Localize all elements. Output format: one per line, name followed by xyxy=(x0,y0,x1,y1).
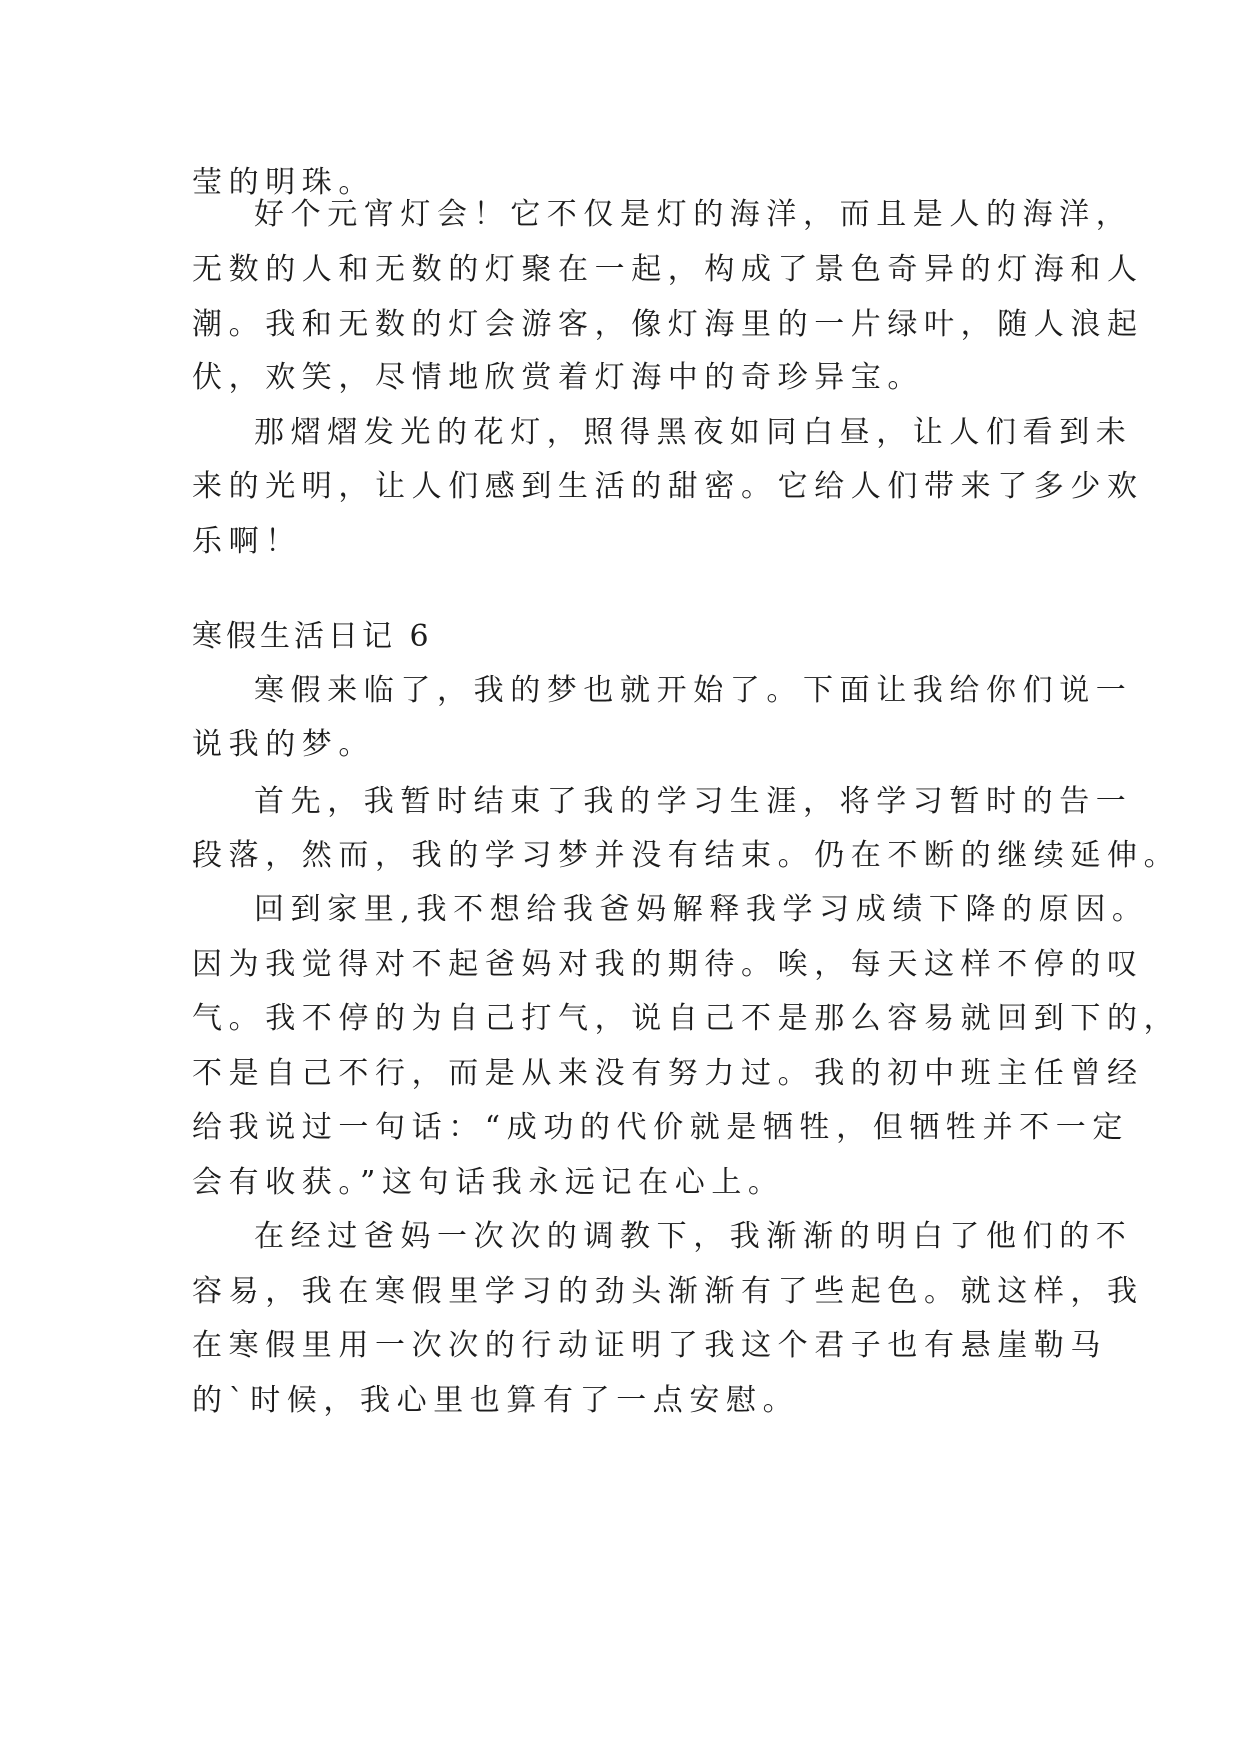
paragraph-line: 那熠熠发光的花灯，照得黑夜如同白昼，让人们看到未 xyxy=(254,415,1133,450)
paragraph-line: 在寒假里用一次次的行动证明了我这个君子也有悬崖勒马 xyxy=(192,1328,1107,1363)
paragraph-line: 首先，我暂时结束了我的学习生涯，将学习暂时的告一 xyxy=(254,784,1133,819)
paragraph-line: 气。我不停的为自己打气，说自己不是那么容易就回到下的， xyxy=(192,1001,1181,1036)
paragraph-line: 回到家里,我不想给我爸妈解释我学习成绩下降的原因。 xyxy=(254,892,1149,927)
paragraph-line: 来的光明，让人们感到生活的甜密。它给人们带来了多少欢 xyxy=(192,469,1144,504)
paragraph-line: 伏，欢笑，尽情地欣赏着灯海中的奇珍异宝。 xyxy=(192,360,924,395)
paragraph-line: 给我说过一句话：“成功的代价就是牺牲，但牺牲并不一定 xyxy=(192,1110,1129,1145)
paragraph-line: 段落，然而，我的学习梦并没有结束。仍在不断的继续延伸。 xyxy=(192,838,1181,873)
section-title: 寒假生活日记 6 xyxy=(192,619,433,654)
paragraph-line: 会有收获。”这句话我永远记在心上。 xyxy=(192,1165,785,1200)
paragraph-line: 说我的梦。 xyxy=(192,727,375,762)
paragraph-line: 乐啊！ xyxy=(192,524,302,559)
paragraph-line: 寒假来临了，我的梦也就开始了。下面让我给你们说一 xyxy=(254,673,1133,708)
paragraph-line: 的`时候，我心里也算有了一点安慰。 xyxy=(192,1383,800,1418)
paragraph-line: 因为我觉得对不起爸妈对我的期待。唉，每天这样不停的叹 xyxy=(192,947,1144,982)
paragraph-line: 潮。我和无数的灯会游客，像灯海里的一片绿叶，随人浪起 xyxy=(192,307,1144,342)
paragraph-line: 不是自己不行，而是从来没有努力过。我的初中班主任曾经 xyxy=(192,1056,1144,1091)
paragraph-line: 容易，我在寒假里学习的劲头渐渐有了些起色。就这样，我 xyxy=(192,1274,1144,1309)
paragraph-line: 无数的人和无数的灯聚在一起，构成了景色奇异的灯海和人 xyxy=(192,252,1144,287)
paragraph-line: 好个元宵灯会！它不仅是灯的海洋，而且是人的海洋， xyxy=(254,197,1133,232)
paragraph-line: 在经过爸妈一次次的调教下，我渐渐的明白了他们的不 xyxy=(254,1219,1133,1254)
paragraph-line: 莹的明珠。 xyxy=(192,165,375,200)
